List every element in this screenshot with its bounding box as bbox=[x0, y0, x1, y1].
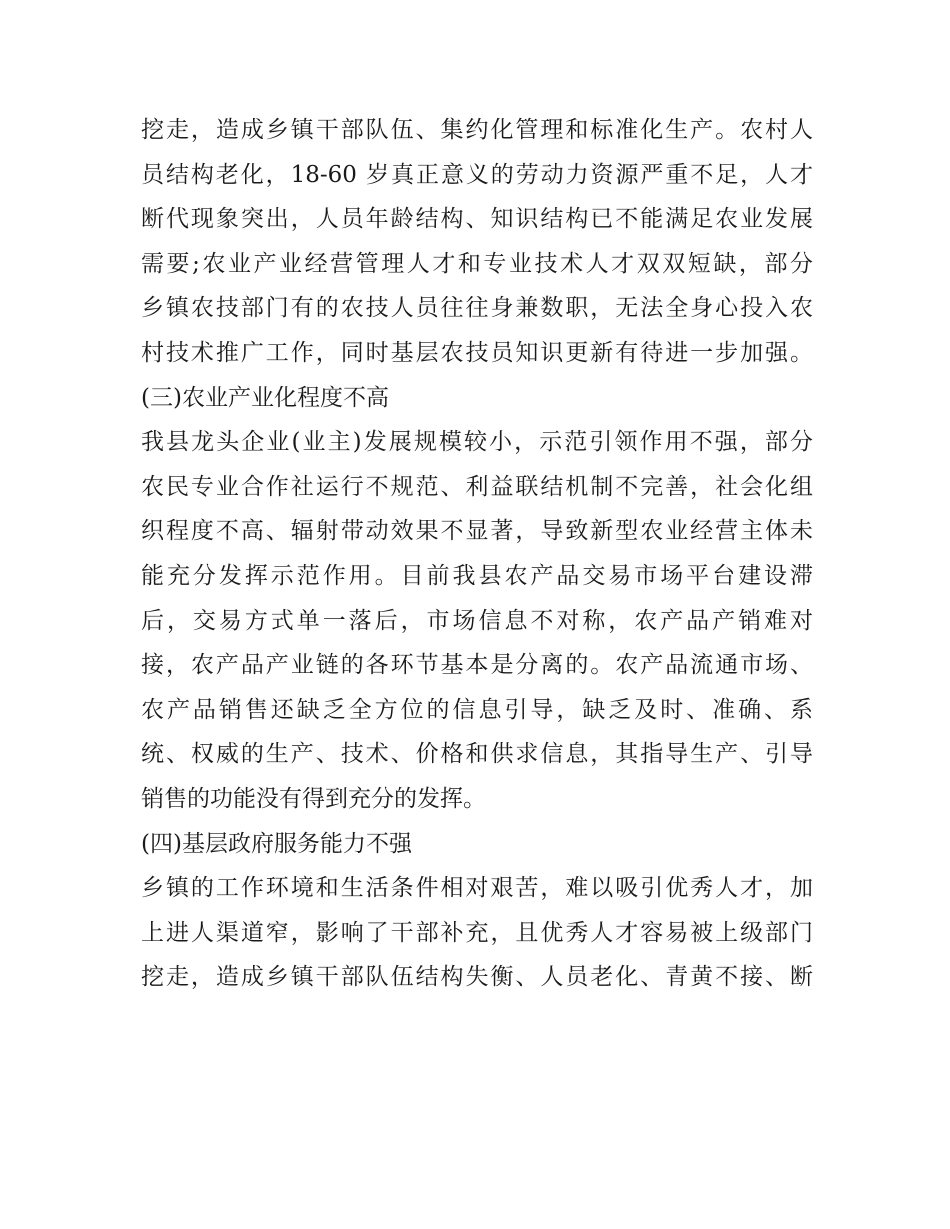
section-heading-3: (三)农业产业化程度不高 bbox=[141, 384, 389, 411]
section-heading-4: (四)基层政府服务能力不强 bbox=[141, 830, 412, 857]
text-line: 销售的功能没有得到充分的发挥。 bbox=[141, 785, 486, 812]
text-line: 村技术推广工作，同时基层农技员知识更新有待进一步加强。 bbox=[141, 339, 813, 366]
text-line: 上进人渠道窄，影响了干部补充，且优秀人才容易被上级部门 bbox=[141, 919, 813, 946]
text-line: 乡镇农技部门有的农技人员往往身兼数职，无法全身心投入农 bbox=[141, 295, 813, 322]
text-line: 农产品销售还缺乏全方位的信息引导，缺乏及时、准确、系 bbox=[141, 696, 813, 723]
text-line: 农民专业合作社运行不规范、利益联结机制不完善，社会化组 bbox=[141, 473, 813, 500]
text-line: 断代现象突出，人员年龄结构、知识结构已不能满足农业发展 bbox=[141, 206, 813, 233]
document-body bbox=[141, 108, 813, 1000]
text-line: 需要;农业产业经营管理人才和专业技术人才双双短缺，部分 bbox=[141, 250, 813, 277]
text-line: 员结构老化，18-60 岁真正意义的劳动力资源严重不足，人才 bbox=[141, 161, 813, 188]
text-line: 织程度不高、辐射带动效果不显著，导致新型农业经营主体未 bbox=[141, 518, 813, 545]
text-line: 我县龙头企业(业主)发展规模较小，示范引领作用不强，部分 bbox=[141, 429, 813, 456]
text-line: 统、权威的生产、技术、价格和供求信息，其指导生产、引导 bbox=[141, 741, 813, 768]
text-line: 接，农产品产业链的各环节基本是分离的。农产品流通市场、 bbox=[141, 652, 813, 679]
text-line: 挖走，造成乡镇干部队伍结构失衡、人员老化、青黄不接、断 bbox=[141, 964, 813, 991]
text-line: 乡镇的工作环境和生活条件相对艰苦，难以吸引优秀人才，加 bbox=[141, 875, 813, 902]
text-line: 能充分发挥示范作用。目前我县农产品交易市场平台建设滞 bbox=[141, 562, 813, 589]
text-line: 后，交易方式单一落后，市场信息不对称，农产品产销难对 bbox=[141, 607, 813, 634]
text-line: 挖走，造成乡镇干部队伍、集约化管理和标准化生产。农村人 bbox=[141, 117, 813, 143]
